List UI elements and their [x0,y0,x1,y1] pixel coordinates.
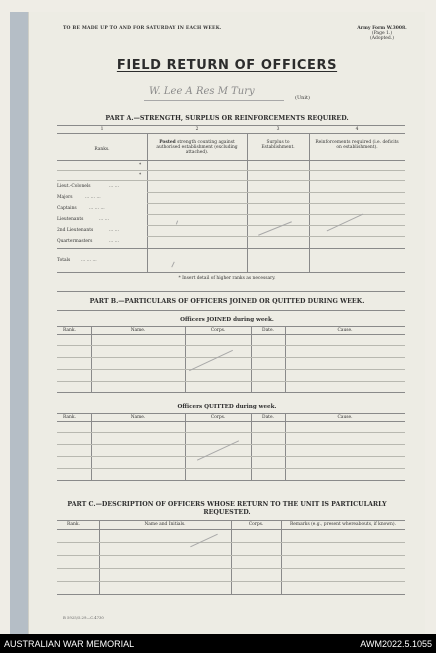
form-number-block [347,26,417,41]
quitted-col-name: Name. [130,415,146,420]
joined-vline-3 [251,326,252,392]
quitted-row-rule [57,456,405,457]
header-ranks: Ranks. [94,147,110,152]
part-c-row-rule [57,542,405,543]
pen-stroke [189,350,233,371]
row-rule-4 [147,225,405,226]
rank-captains: Captains [57,206,77,211]
joined-title: Officers JOINED during week. [180,317,274,323]
asterisk-row-2: * [139,173,142,178]
rank-dots: ... ... ... [89,206,105,211]
joined-vline-1 [91,326,92,392]
form-status: (Adopted.) [369,36,394,41]
rank-dots: ... ... [99,217,110,222]
part-c-col-rank: Rank. [67,522,80,527]
joined-col-name: Name. [130,328,146,333]
part-a-header-rule [57,133,405,134]
header-reinforcements: Reinforcements required (i.e. deficits on establishment). [315,140,399,150]
col-number-2: 2 [195,127,199,132]
totals-dots: ... ... ... [81,258,97,263]
totals-label: Totals [57,258,71,263]
rank-dots: ... ... [109,239,120,244]
part-c-col-corps: Corps. [248,522,264,527]
part-a-footnote: * Insert detail of higher ranks as necessary. [178,276,276,281]
part-c-heading [39,501,415,517]
unit-line [144,100,284,101]
row-rule-asterisk-2 [57,180,405,181]
pen-stroke [176,220,178,224]
rank-lieutenants: Lieutenants [57,217,84,222]
quitted-col-cause: Cause. [337,415,353,420]
part-c-heading-line1: PART C.—DESCRIPTION OF OFFICERS WHOSE RETURN TO THE UNIT IS PARTICULARLY [67,501,387,508]
joined-row-rule [57,369,405,370]
joined-bottom-rule [57,392,405,393]
part-c-vline-2 [231,520,232,594]
part-c-vline-1 [99,520,100,594]
quitted-vline-2 [185,413,186,480]
quitted-col-date: Date. [262,415,274,420]
quitted-vline-4 [285,413,286,480]
header-posted-strength [149,140,245,155]
joined-row-rule [57,357,405,358]
quitted-vline-1 [91,413,92,480]
quitted-col-rank: Rank. [63,415,76,420]
part-c-row-rule [57,555,405,556]
form-title: FIELD RETURN OF OFFICERS [116,58,338,73]
row-rule-1 [147,192,405,193]
row-rule-5 [147,236,405,237]
caption-accession-number: AWM2022.5.1055 [360,639,432,649]
col-number-1: 1 [100,127,104,132]
form-number: Army Form W.3008. [357,26,407,31]
joined-header-rule [57,334,405,335]
header-posted-rest: strength counting against authorised establishment (excluding attached). [156,140,238,155]
unit-label: (Unit) [295,95,310,101]
caption-institution: AUSTRALIAN WAR MEMORIAL [4,639,135,649]
header-surplus: Surplus to Establishment. [261,140,295,150]
part-c-row-rule [57,581,405,582]
quitted-title-rule [57,413,405,414]
part-b-top-rule [57,310,405,311]
part-a-bottom-rule [57,272,405,273]
form-page: (Page 1.) [371,31,393,36]
part-c-bottom-rule [57,594,405,595]
quitted-row-rule [57,468,405,469]
quitted-vline-3 [251,413,252,480]
part-a-subheader-rule [57,160,405,161]
part-c-col-remarks: Remarks (e.g., present whereabouts, if known). [290,522,396,527]
part-b-heading: PART B.—PARTICULARS OF OFFICERS JOINED OR QUITTED DURING WEEK. [89,298,365,305]
joined-col-date: Date. [262,328,274,333]
part-a-end-rule [57,291,405,292]
quitted-row-rule [57,432,405,433]
part-a-top-rule [57,125,405,126]
form-page [28,12,425,634]
quitted-bottom-rule [57,480,405,481]
rank-dots: ... ... [109,184,120,189]
rank-dots: ... ... ... [85,195,101,200]
rank-quartermasters: Quartermasters [57,239,93,244]
part-c-heading-line2: REQUESTED. [203,509,251,516]
col-number-4: 4 [355,127,359,132]
joined-row-rule [57,381,405,382]
part-c-vline-3 [281,520,282,594]
asterisk-row-1: * [139,163,142,168]
part-c-row-rule [57,568,405,569]
quitted-title: Officers QUITTED during week. [177,404,277,410]
pen-stroke [190,534,218,548]
binding-strip [10,12,28,634]
unit-handwritten: W. Lee A Res M Tury [149,86,255,97]
header-posted-bold: Posted [159,140,176,145]
rank-dots: ... ... [109,228,120,233]
col-number-3: 3 [276,127,280,132]
rank-lieut-colonels: Lieut.-Colonels [57,184,91,189]
header-instruction: TO BE MADE UP TO AND FOR SATURDAY IN EACH WEEK. [63,26,222,31]
row-rule-6 [57,248,405,249]
joined-row-rule [57,345,405,346]
part-a-heading: PART A.—STRENGTH, SURPLUS OR REINFORCEMENTS REQUIRED. [105,115,349,122]
print-reference: B 5925/5.29—C.4730 [63,615,104,620]
row-rule-3 [147,214,405,215]
joined-col-rank: Rank. [63,328,76,333]
part-c-col-name: Name and Initials. [144,522,186,527]
joined-vline-2 [185,326,186,392]
joined-vline-4 [285,326,286,392]
quitted-col-corps: Corps. [210,415,226,420]
quitted-header-rule [57,421,405,422]
row-rule-2 [147,203,405,204]
pen-stroke [327,214,364,232]
rank-2nd-lieutenants: 2nd Lieutenants [57,228,94,233]
joined-col-corps: Corps. [210,328,226,333]
pen-stroke [171,262,174,268]
joined-title-rule [57,326,405,327]
row-rule-asterisk-1 [57,170,405,171]
rank-majors: Majors [57,195,73,200]
joined-col-cause: Cause. [337,328,353,333]
pen-stroke [258,221,292,235]
